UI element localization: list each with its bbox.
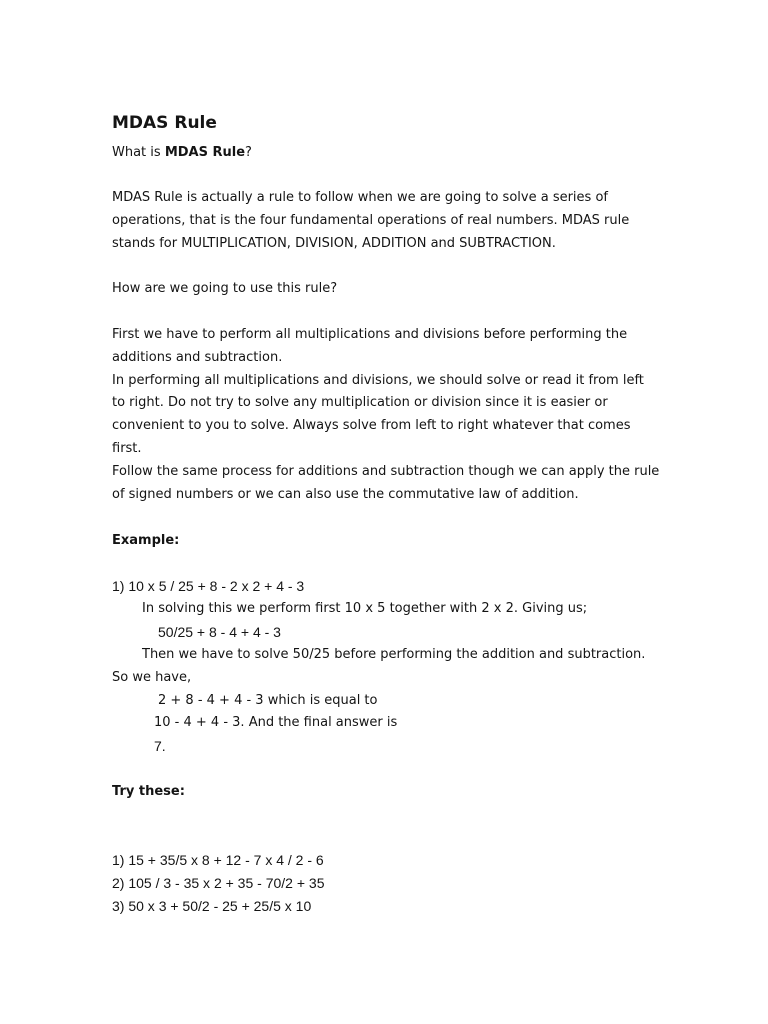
rule-line-2: additions and subtraction.: [112, 350, 283, 365]
how-question: How are we going to use this rule?: [112, 281, 338, 296]
try-heading: Try these:: [112, 784, 185, 799]
example-step-1: In solving this we perform first 10 x 5 together with 2 x 2. Giving us;: [142, 601, 588, 616]
example-answer: 7.: [154, 738, 166, 754]
example-step-3: 2 + 8 - 4 + 4 - 3 which is equal to: [158, 693, 378, 708]
exercise-1: 1) 15 + 35/5 x 8 + 12 - 7 x 4 / 2 - 6: [112, 852, 324, 868]
example-step-2-cont: So we have,: [112, 670, 192, 685]
question-bold: MDAS Rule: [164, 145, 246, 160]
rule-line-7: Follow the same process for additions and subtraction though we can apply the rule: [112, 464, 660, 479]
question-suffix: ?: [245, 145, 252, 160]
example-heading: Example:: [112, 533, 180, 548]
intro-line-2: operations, that is the four fundamental operations of real numbers. MDAS rule: [112, 213, 630, 228]
intro-line-3: stands for MULTIPLICATION, DIVISION, ADDITION and SUBTRACTION.: [112, 236, 556, 251]
rule-line-6: first.: [112, 441, 142, 456]
rule-line-3: In performing all multiplications and divisions, we should solve or read it from left: [112, 373, 644, 388]
exercise-2: 2) 105 / 3 - 35 x 2 + 35 - 70/2 + 35: [112, 875, 325, 891]
question-line: [112, 144, 252, 162]
rule-line-5: convenient to you to solve. Always solve from left to right whatever that comes: [112, 418, 631, 433]
rule-line-4: to right. Do not try to solve any multiplication or division since it is easier or: [112, 395, 608, 410]
example-step-4: 10 - 4 + 4 - 3. And the final answer is: [154, 715, 398, 730]
example-step-1-result: 50/25 + 8 - 4 + 4 - 3: [158, 624, 281, 640]
rule-line-8: of signed numbers or we can also use the commutative law of addition.: [112, 487, 579, 502]
page-title: MDAS Rule: [112, 113, 217, 133]
intro-line-1: MDAS Rule is actually a rule to follow when we are going to solve a series of: [112, 190, 608, 205]
example-problem: 1) 10 x 5 / 25 + 8 - 2 x 2 + 4 - 3: [112, 578, 305, 594]
example-step-2: Then we have to solve 50/25 before performing the addition and subtraction.: [142, 647, 646, 662]
rule-line-1: First we have to perform all multiplications and divisions before performing the: [112, 327, 628, 342]
exercise-3: 3) 50 x 3 + 50/2 - 25 + 25/5 x 10: [112, 898, 312, 914]
question-prefix: What is: [112, 145, 165, 160]
